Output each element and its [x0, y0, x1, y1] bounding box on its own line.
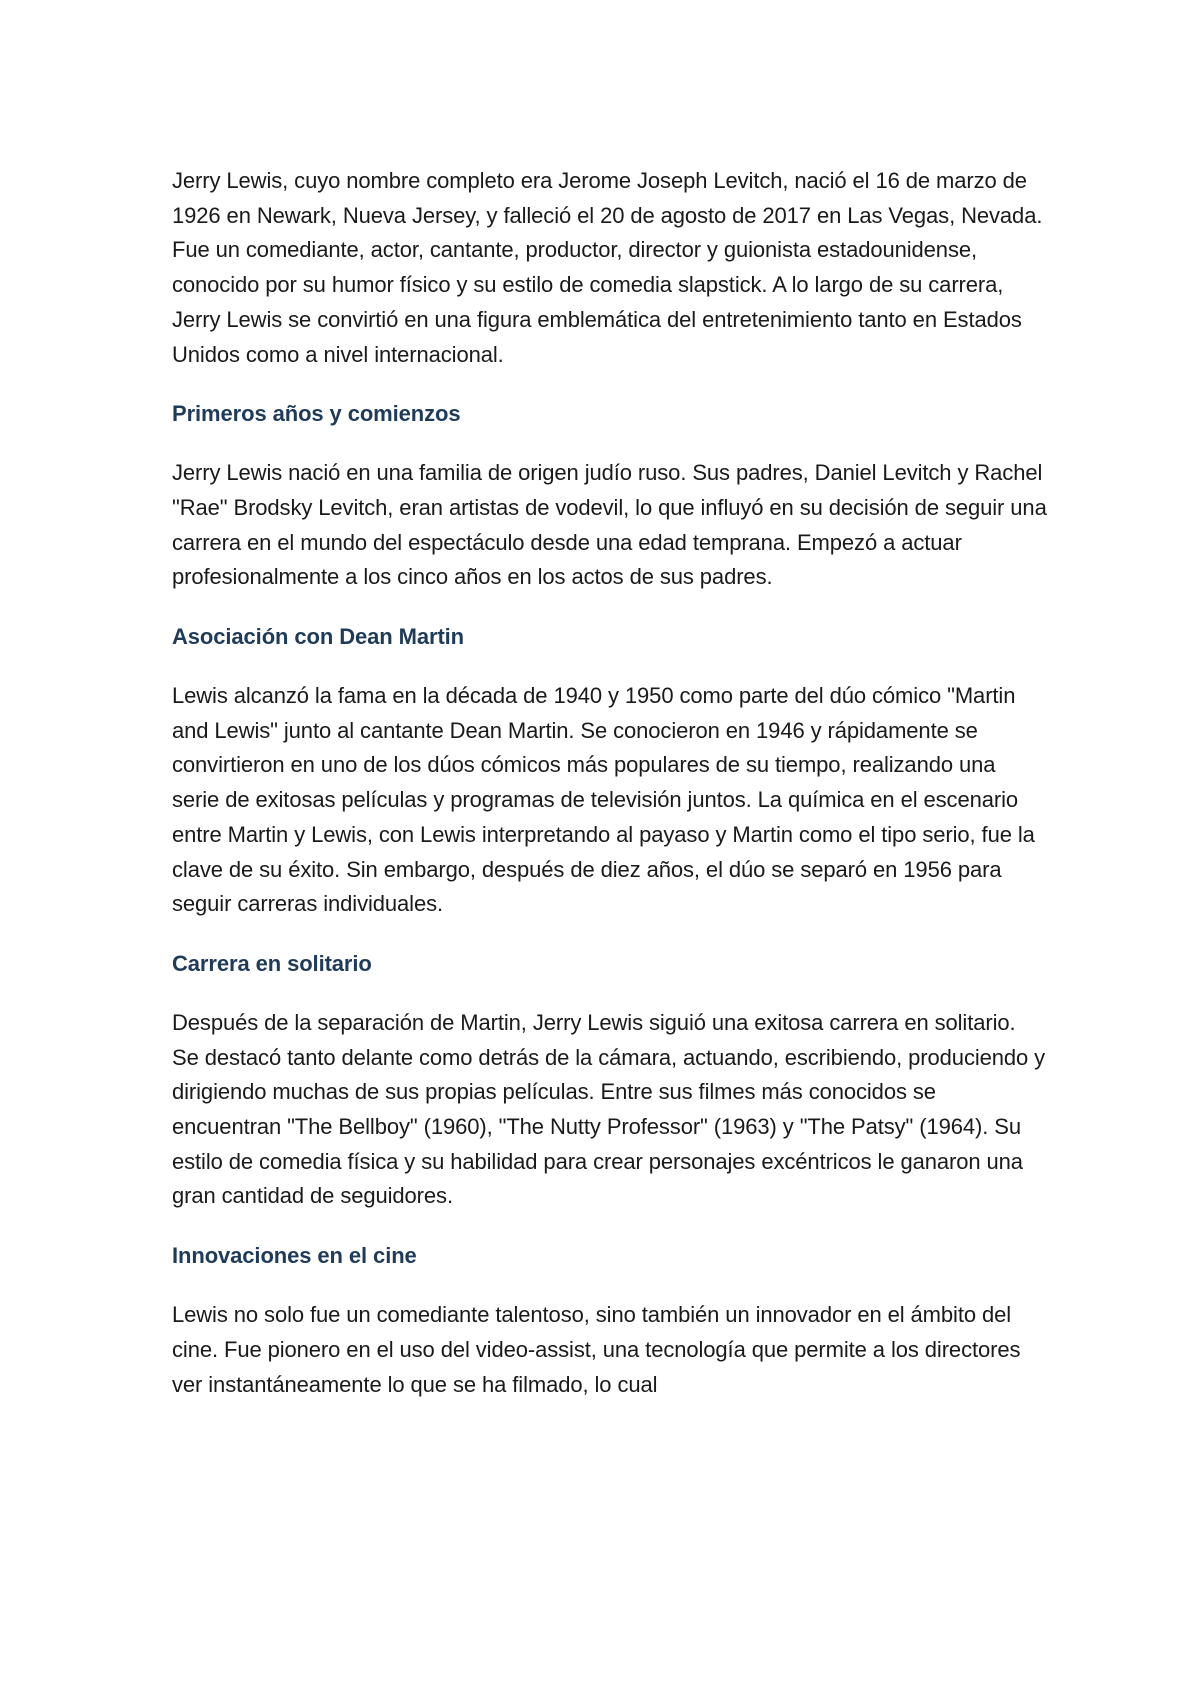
intro-paragraph: Jerry Lewis, cuyo nombre completo era Jerome Joseph Levitch, nació el 16 de marzo de 1926 en Newark, Nueva Jersey, y falleció el 20 de agosto de 2017 en Las Vegas, Nevada. Fue un comediante, actor, cantante, productor, director y guionista estadounidense, conocido por su humor físico y su estilo de comedia slapstick. A lo largo de su carrera, Jerry Lewis se convirtió en una figura emblemática del entretenimiento tanto en Estados Unidos como a nivel internacional.	[172, 168, 1043, 367]
document-body	[172, 164, 1047, 1402]
section-heading-solo-career: Carrera en solitario	[172, 950, 372, 976]
section-heading-dean-martin: Asociación con Dean Martin	[172, 624, 465, 650]
section-heading-film-innovations: Innovaciones en el cine	[172, 1243, 417, 1269]
section-heading-early-years: Primeros años y comienzos	[172, 401, 461, 427]
section-paragraph-early-years: Jerry Lewis nació en una familia de origen judío ruso. Sus padres, Daniel Levitch y Rachel "Rae" Brodsky Levitch, eran artistas de vodevil, lo que influyó en su decisión de seguir una carrera en el mundo del espectáculo desde una edad temprana. Empezó a actuar profesionalmente a los cinco años en los actos de sus padres.	[172, 460, 1047, 590]
section-paragraph-dean-martin: Lewis alcanzó la fama en la década de 1940 y 1950 como parte del dúo cómico "Martin and Lewis" junto al cantante Dean Martin. Se conocieron en 1946 y rápidamente se convirtieron en uno de los dúos cómicos más populares de su tiempo, realizando una serie de exitosas películas y programas de televisión juntos. La química en el escenario entre Martin y Lewis, con Lewis interpretando al payaso y Martin como el tipo serio, fue la clave de su éxito. Sin embargo, después de diez años, el dúo se separó en 1956 para seguir carreras individuales.	[172, 683, 1035, 917]
section-paragraph-solo-career: Después de la separación de Martin, Jerry Lewis siguió una exitosa carrera en solitario. Se destacó tanto delante como detrás de la cámara, actuando, escribiendo, produciendo y dirigiendo muchas de sus propias películas. Entre sus filmes más conocidos se encuentran "The Bellboy" (1960), "The Nutty Professor" (1963) y "The Patsy" (1964). Su estilo de comedia física y su habilidad para crear personajes excéntricos le ganaron una gran cantidad de seguidores.	[172, 1009, 1046, 1209]
section-paragraph-film-innovations: Lewis no solo fue un comediante talentoso, sino también un innovador en el ámbito del cine. Fue pionero en el uso del video-assist, una tecnología que permite a los directores ver instantáneamente lo que se ha filmado, lo cual	[172, 1302, 1021, 1397]
